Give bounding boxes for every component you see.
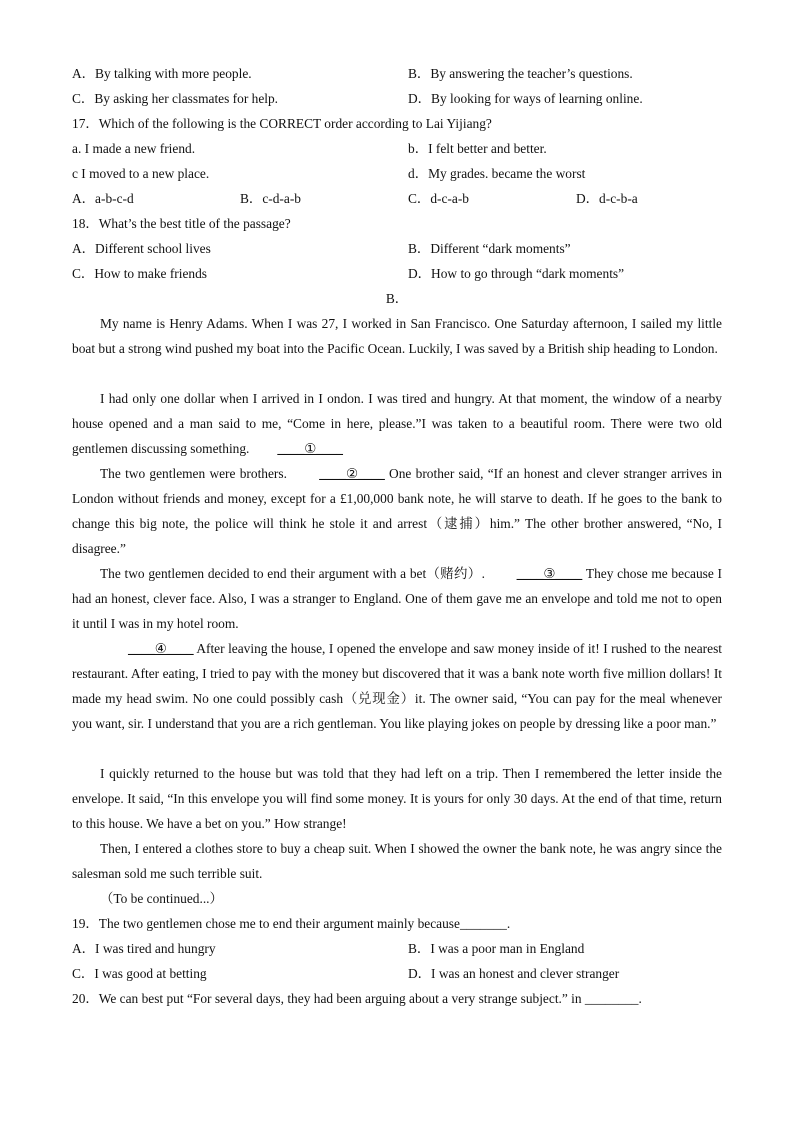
- q19-option-b: B．I was a poor man in England: [408, 941, 585, 956]
- blank-2: ____②____: [319, 466, 385, 481]
- q17-option-b: B．c-d-a-b: [240, 191, 301, 206]
- passage-paragraph-2: [72, 386, 722, 461]
- section-label: B．: [385, 291, 409, 306]
- passage-paragraph-3: [72, 461, 722, 561]
- passage-paragraph-4: [72, 561, 722, 636]
- q19-option-d: D．I was an honest and clever stranger: [408, 966, 620, 981]
- paragraph-3-start: The two gentlemen were brothers.: [100, 466, 287, 481]
- q18-option-b: B．Different “dark moments”: [408, 241, 571, 256]
- q17-item-b: b．I felt better and better.: [408, 141, 547, 156]
- q17-option-c: C．d-c-a-b: [408, 191, 469, 206]
- paragraph-5-rest: After leaving the house, I opened the envelope and saw money inside of it! I rushed to the nearest restaurant. After eating, I tried to pay with the money but discovered that it was a bank note worth five million dollars! It made my head swim. No one could possibly cash（兑现金）it. The owner said, “You can pay for the meal whenever you want, sir. I understand that you are a rich gentleman. You like playing jokes on people by dressing like a poor man.”: [72, 641, 722, 731]
- q16-option-d: D．By looking for ways of learning online.: [408, 91, 643, 106]
- paragraph-2-text: I had only one dollar when I arrived in I ondon. I was tired and hungry. At that moment, the window of a nearby house opened and a man said to me, “Come in here, please.”I was taken to a beautiful room. There were two old gentlemen discussing something.: [72, 391, 722, 456]
- q18-option-d: D．How to go through “dark moments”: [408, 266, 625, 281]
- q20-stem: 20．We can best put “For several days, they had been arguing about a very strange subject.” in ________.: [72, 991, 642, 1006]
- paragraph-4-start: The two gentlemen decided to end their argument with a bet（赌约）.: [100, 566, 485, 581]
- q17-stem: 17．Which of the following is the CORRECT order according to Lai Yijiang?: [72, 116, 492, 131]
- q16-option-c: C．By asking her classmates for help.: [72, 91, 279, 106]
- q19-option-c: C．I was good at betting: [72, 966, 207, 981]
- q19-stem: 19．The two gentlemen chose me to end their argument mainly because_______.: [72, 916, 511, 931]
- q19-option-a: A．I was tired and hungry: [72, 941, 216, 956]
- paragraph-3-rest: One brother said, “If an honest and clever stranger arrives in London without friends and money, except for a £1,00,000 bank note, he will starve to death. If he goes to the bank to change this big note, the police will think he stole it and arrest（逮捕）him.” The other brother answered, “No, I disagree.”: [72, 466, 722, 556]
- blank-4: ____④____: [128, 641, 194, 656]
- q18-option-c: C．How to make friends: [72, 266, 207, 281]
- q17-option-d: D．d-c-b-a: [576, 191, 638, 206]
- q16-option-a: A．By talking with more people.: [72, 66, 252, 81]
- q17-option-a: A．a-b-c-d: [72, 191, 134, 206]
- q16-option-b: B．By answering the teacher’s questions.: [408, 66, 633, 81]
- passage-paragraph-5: [72, 636, 722, 736]
- passage-paragraph-6: I quickly returned to the house but was told that they had left on a trip. Then I remembered the letter inside the envelope. It said, “In this envelope you will find some money. It is yours for only 30 days. At the end of that time, return to this house. We have a bet on you.” How strange!: [72, 766, 722, 831]
- q18-stem: 18．What’s the best title of the passage?: [72, 216, 291, 231]
- q18-option-a: A．Different school lives: [72, 241, 211, 256]
- passage-paragraph-1: My name is Henry Adams. When I was 27, I worked in San Francisco. One Saturday afternoon, I sailed my little boat but a strong wind pushed my boat into the Pacific Ocean. Luckily, I was saved by a British ship heading to London.: [72, 316, 722, 356]
- q17-item-c: c I moved to a new place.: [72, 166, 210, 181]
- to-be-continued: （To be continued...）: [100, 891, 223, 906]
- q17-item-a: a. I made a new friend.: [72, 141, 196, 156]
- blank-1: ____①____: [277, 441, 343, 456]
- paragraph-4-rest: They chose me because I had an honest, clever face. Also, I was a stranger to England. One of them gave me an envelope and told me not to open it until I was in my hotel room.: [72, 566, 722, 631]
- q17-item-d: d．My grades. became the worst: [408, 166, 586, 181]
- blank-3: ____③____: [516, 566, 583, 581]
- passage-paragraph-7: Then, I entered a clothes store to buy a cheap suit. When I showed the owner the bank note, he was angry since the salesman sold me such terrible suit.: [72, 841, 722, 881]
